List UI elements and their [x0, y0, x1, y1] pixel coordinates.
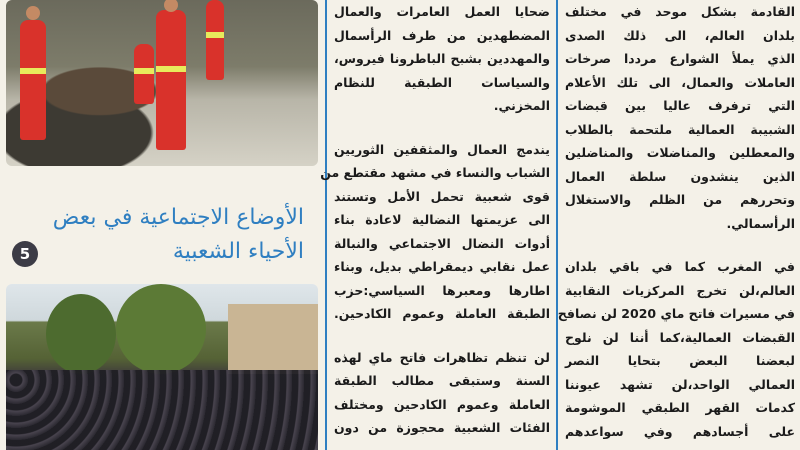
text-line: العمالي الواحد،لن تشهد عيوننا [565, 376, 795, 392]
text-line: الذي يملأ الشوارع مرددا صرخات [565, 51, 795, 66]
paragraph-gap [334, 326, 550, 346]
text-line: والمهددين بشبح الباطرونا فيروس، [334, 51, 550, 66]
text-line: الطبقة العاملة وعموم الكادحين. [334, 306, 550, 321]
text-line: لن تنظم تظاهرات فاتح ماي لهذه [334, 349, 550, 365]
text-line: الشبيبة العمالية ملتحمة بالطلاب [565, 121, 795, 137]
text-line: يندمج العمال والمثقفين الثوريين [334, 141, 550, 157]
text-line: عمل نقابي ديمقراطي بديل، وبناء [334, 259, 550, 274]
article-column-middle [320, 0, 550, 440]
page-number-badge: 5 [12, 241, 38, 267]
text-line: في مسيرات فاتح ماي 2020 لن نصافح [557, 306, 795, 321]
crowd-photo [6, 284, 318, 450]
text-line: اطارها ومعبرها السياسي:حزب [334, 282, 550, 298]
text-line: لبعضنا البعض بتحايا النصر [565, 353, 795, 368]
text-line: وتحررهم من الظلم والاستغلال [565, 192, 795, 207]
paragraph-gap [565, 235, 795, 255]
text-line: العاملات والعمال، الى تلك الأعلام [565, 74, 795, 90]
column-divider [325, 0, 327, 450]
article-column-right [557, 0, 795, 443]
text-line: المخزني. [493, 98, 550, 113]
text-line: العالم،لن تخرج المركزيات النقابية [565, 282, 795, 298]
text-line: بلدان العالم، الى ذلك الصدى [565, 27, 795, 43]
text-line: ضحايا العمل العامرات والعمال [334, 4, 550, 19]
text-line: الذين ينشدون سلطة العمال [565, 168, 795, 184]
street-cleaners-photo [6, 0, 318, 166]
text-line: القبضات العمالية،كما أننا لن نلوح [565, 329, 795, 345]
text-line: الفئات الشعبية محجوزة من دون [334, 420, 550, 435]
text-line: والمعطلين والمناضلات والمناضلين [565, 145, 795, 160]
text-line: التي ترفرف عاليا بين قبضات [565, 98, 795, 113]
text-line: القادمة بشكل موحد في مختلف [565, 4, 795, 19]
section-heading [6, 205, 318, 273]
text-line: المضطهدين من طرف الرأسمال [334, 27, 550, 43]
heading-line-2: الأحياء الشعبية [172, 239, 304, 264]
text-line: السنة وستبقى مطالب الطبقة [334, 373, 550, 388]
text-line: الشباب والنساء في مشهد مقتطع من [320, 165, 550, 180]
text-line: الرأسمالي. [726, 215, 795, 231]
heading-line-1: الأوضاع الاجتماعية في بعض [52, 205, 304, 230]
text-line: الى عزيمتها النضالية لاعادة بناء [334, 212, 550, 227]
text-line: والسياسات الطبقية للنظام [334, 74, 550, 90]
text-line: أدوات النضال الاجتماعي والنبالة [334, 235, 550, 251]
text-line: على أجسادهم وفي سواعدهم [565, 423, 795, 439]
text-line: قوى شعبية تحمل الأمل وتستند [334, 188, 550, 204]
text-line: العاملة وعموم الكادحين ومختلف [334, 396, 550, 412]
text-line: في المغرب كما في باقي بلدان [565, 259, 795, 274]
text-line: كدمات القهر الطبقي الموشومة [565, 400, 795, 415]
paragraph-gap [334, 118, 550, 138]
column-divider [556, 0, 558, 450]
